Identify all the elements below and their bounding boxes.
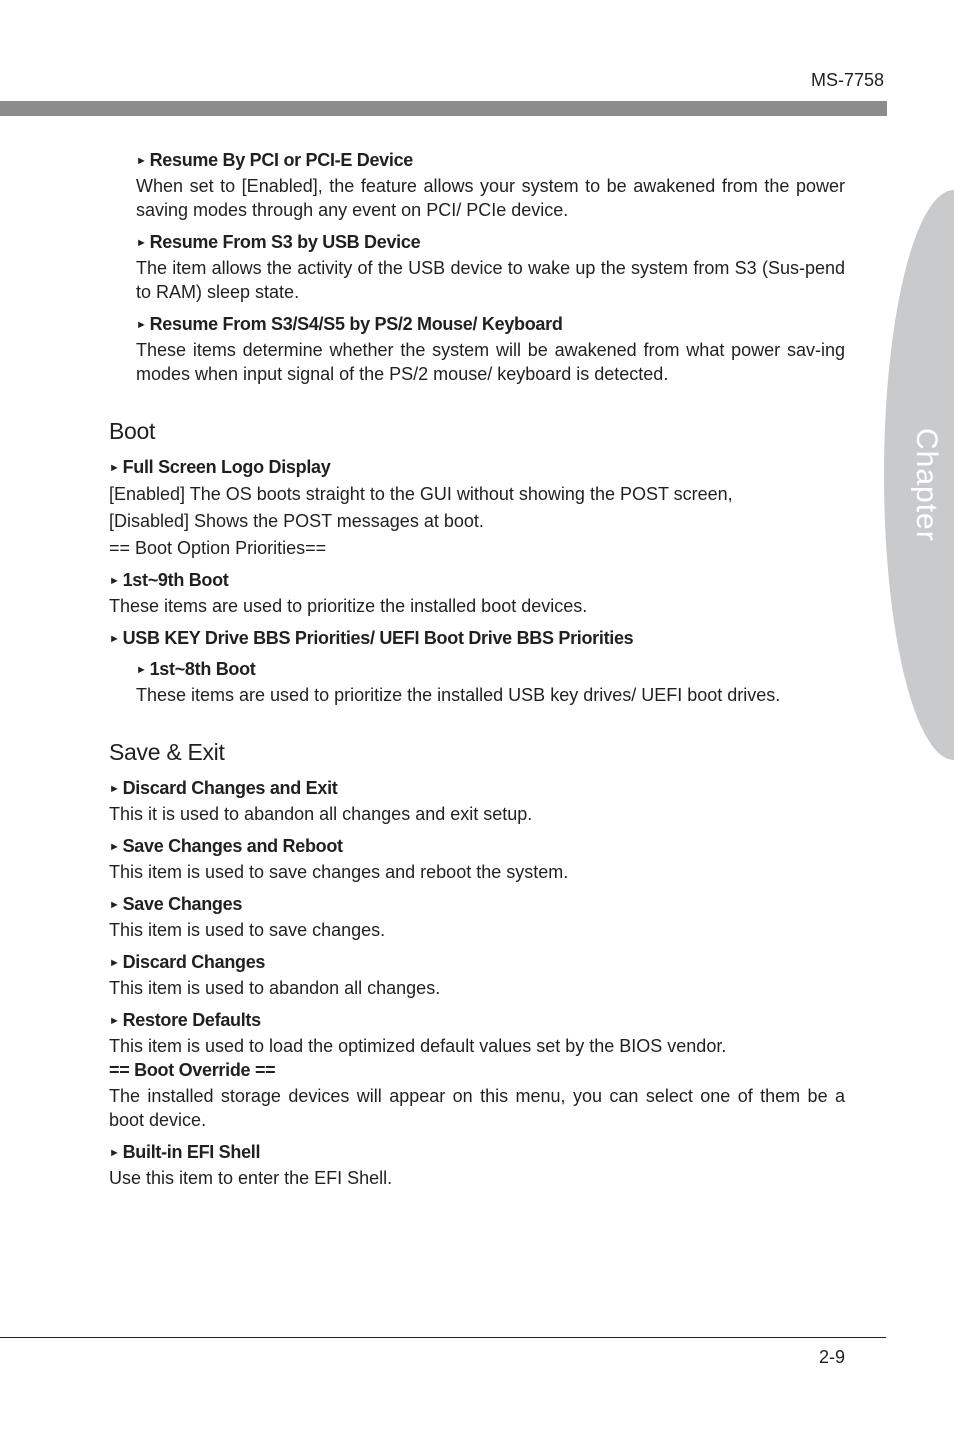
item-title: Save Changes and Reboot xyxy=(122,836,343,856)
triangle-bullet-icon: ► xyxy=(136,319,147,331)
triangle-bullet-icon: ► xyxy=(109,575,120,587)
item-description: This item is used to save changes. xyxy=(109,920,386,940)
triangle-bullet-icon: ► xyxy=(109,1147,120,1159)
triangle-bullet-icon: ► xyxy=(136,237,147,249)
triangle-bullet-icon: ► xyxy=(109,1015,120,1027)
save-exit-item xyxy=(109,894,845,942)
footer-rule xyxy=(0,1337,886,1338)
efi-shell-title: Built-in EFI Shell xyxy=(122,1142,261,1162)
boot-order-title: 1st~9th Boot xyxy=(122,570,229,590)
boot-order-description: These items are used to prioritize the installed boot devices. xyxy=(109,596,588,616)
boot-priorities-label: == Boot Option Priorities== xyxy=(109,538,327,558)
item-title: Resume From S3 by USB Device xyxy=(149,232,421,252)
item-description: This it is used to abandon all changes and exit setup. xyxy=(109,804,533,824)
wakeup-item xyxy=(136,232,845,304)
page-number: 2-9 xyxy=(818,1347,845,1367)
item-title: Resume By PCI or PCI-E Device xyxy=(149,150,413,170)
item-description: This item is used to load the optimized default values set by the BIOS vendor. xyxy=(109,1036,727,1056)
triangle-bullet-icon: ► xyxy=(109,633,120,645)
wakeup-item xyxy=(136,150,845,222)
item-title: Restore Defaults xyxy=(122,1010,261,1030)
item-description: When set to [Enabled], the feature allows your system to be awakened from the power saving modes through any event on PCI/ PCIe device. xyxy=(136,176,845,220)
logo-disabled-text: [Disabled] Shows the POST messages at boot. xyxy=(109,511,484,531)
triangle-bullet-icon: ► xyxy=(109,899,120,911)
page-content xyxy=(109,150,845,1200)
save-exit-item xyxy=(109,778,845,826)
boot-heading: Boot xyxy=(109,418,156,444)
save-exit-item xyxy=(109,952,845,1000)
boot-override-label: == Boot Override == xyxy=(109,1060,276,1080)
triangle-bullet-icon: ► xyxy=(109,957,120,969)
usb-sub-title: 1st~8th Boot xyxy=(149,659,256,679)
boot-override-description: The installed storage devices will appear on this menu, you can select one of them be a boot device. xyxy=(109,1086,845,1130)
item-title: Save Changes xyxy=(122,894,243,914)
item-title: Discard Changes and Exit xyxy=(122,778,338,798)
triangle-bullet-icon: ► xyxy=(109,783,120,795)
item-title: Resume From S3/S4/S5 by PS/2 Mouse/ Keyboard xyxy=(149,314,563,334)
item-description: This item is used to abandon all changes. xyxy=(109,978,441,998)
triangle-bullet-icon: ► xyxy=(136,155,147,167)
item-title: Discard Changes xyxy=(122,952,266,972)
item-description: These items determine whether the system will be awakened from what power sav-ing modes when input signal of the PS/2 mouse/ keyboard is detected. xyxy=(136,340,845,384)
item-description: This item is used to save changes and reboot the system. xyxy=(109,862,569,882)
header-bar xyxy=(0,101,887,116)
triangle-bullet-icon: ► xyxy=(109,841,120,853)
chapter-tab-label: Chapter 2 xyxy=(850,428,943,542)
logo-display-title: Full Screen Logo Display xyxy=(122,457,331,477)
save-exit-heading: Save & Exit xyxy=(109,739,225,765)
usb-sub-item xyxy=(136,659,845,707)
triangle-bullet-icon: ► xyxy=(109,462,120,474)
usb-sub-description: These items are used to prioritize the installed USB key drives/ UEFI boot drives. xyxy=(136,685,781,705)
usb-priorities-title: USB KEY Drive BBS Priorities/ UEFI Boot Drive BBS Priorities xyxy=(122,628,634,648)
triangle-bullet-icon: ► xyxy=(136,664,147,676)
efi-shell-description: Use this item to enter the EFI Shell. xyxy=(109,1168,393,1188)
model-number: MS-7758 xyxy=(810,70,884,90)
wakeup-item xyxy=(136,314,845,386)
save-exit-item xyxy=(109,1010,845,1058)
logo-enabled-text: [Enabled] The OS boots straight to the GUI without showing the POST screen, xyxy=(109,484,733,504)
item-description: The item allows the activity of the USB device to wake up the system from S3 (Sus-pend to RAM) sleep state. xyxy=(136,258,845,302)
save-exit-item xyxy=(109,836,845,884)
